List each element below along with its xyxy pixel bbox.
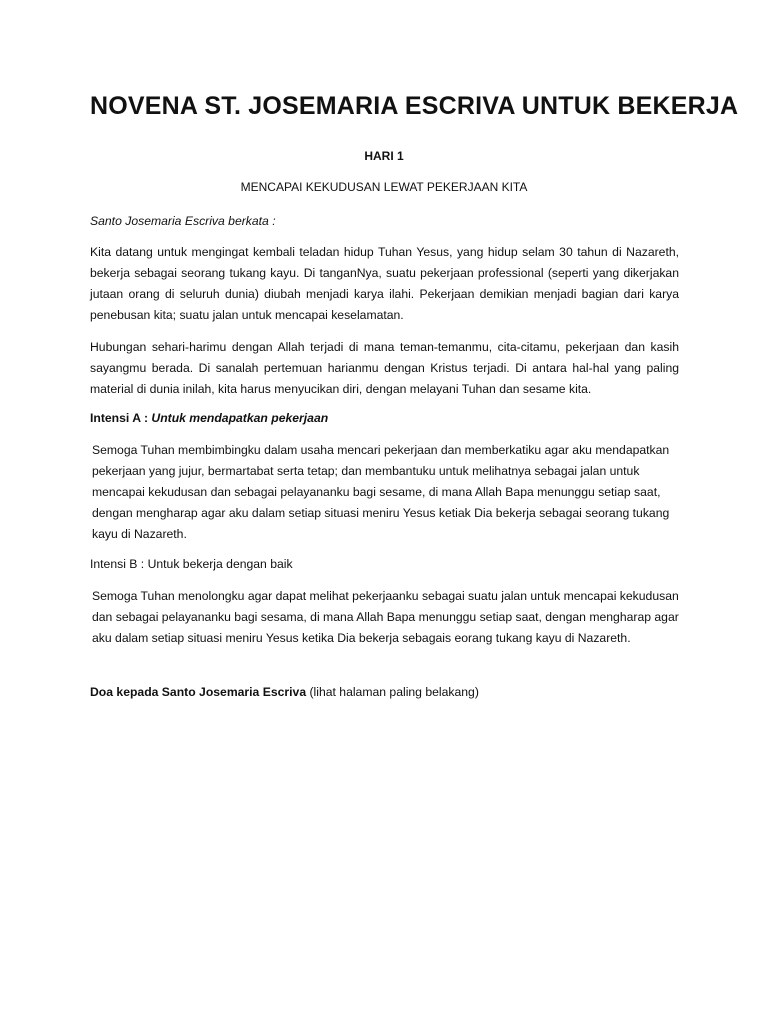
document-title: NOVENA ST. JOSEMARIA ESCRIVA UNTUK BEKERJA — [90, 92, 739, 120]
paragraph-1: Kita datang untuk mengingat kembali teladan hidup Tuhan Yesus, yang hidup selam 30 tahun di Nazareth, bekerja sebagai seorang tukang kayu. Di tanganNya, suatu pekerjaan professional (seperti yang dikerjakan jutaan orang di seluruh dunia) diubah menjadi karya ilahi. Pekerjaan demikian menjadi bagian dari karya penebusan kita; suatu jalan untuk mencapai keselamatan. — [90, 245, 679, 322]
intention-b: Intensi B : Untuk bekerja dengan baik — [90, 557, 293, 571]
intention-a — [90, 408, 679, 429]
closing-line — [90, 682, 679, 703]
paragraph-2: Hubungan sehari-harimu dengan Allah terjadi di mana teman-temanmu, cita-citamu, pekerjaan dan kasih sayangmu berada. Di sanalah pertemuan harianmu dengan Kristus terjadi. Di antara hal-hal yang paling material di dunia inilah, kita harus menyucikan diri, dengan melayani Tuhan dan sesame kita. — [90, 340, 679, 396]
closing-note: (lihat halaman paling belakang) — [306, 685, 479, 699]
theme-heading: MENCAPAI KEKUDUSAN LEWAT PEKERJAAN KITA — [240, 180, 528, 194]
closing-bold: Doa kepada Santo Josemaria Escriva — [90, 685, 307, 699]
intention-a-text: Untuk mendapatkan pekerjaan — [151, 411, 329, 425]
prayer-b: Semoga Tuhan menolongku agar dapat melihat pekerjaanku sebagai suatu jalan untuk mencapai kekudusan dan sebagai pelayananku bagi sesama, di mana Allah Bapa menunggu setiap saat, dengan mengharap agar aku dalam setiap situasi meniru Yesus ketika Dia bekerja sebagais eorang tukang kayu di Nazareth. — [92, 589, 679, 645]
day-heading: HARI 1 — [364, 149, 404, 163]
prayer-a: Semoga Tuhan membimbingku dalam usaha mencari pekerjaan dan memberkatiku agar aku mendapatkan pekerjaan yang jujur, bermartabat serta tetap; dan membantuku untuk melihatnya sebagai jalan untuk mencapai kekudusan dan sebagai pelayananku bagi sesame, di mana Allah Bapa menunggu setiap saat, dengan mengharap agar aku dalam setiap situasi meniru Yesus ketiak Dia bekerja sebagai seorang tukang kayu di Nazareth. — [92, 443, 670, 541]
intention-a-label: Intensi A : — [90, 411, 152, 425]
intro-line: Santo Josemaria Escriva berkata : — [90, 214, 276, 228]
